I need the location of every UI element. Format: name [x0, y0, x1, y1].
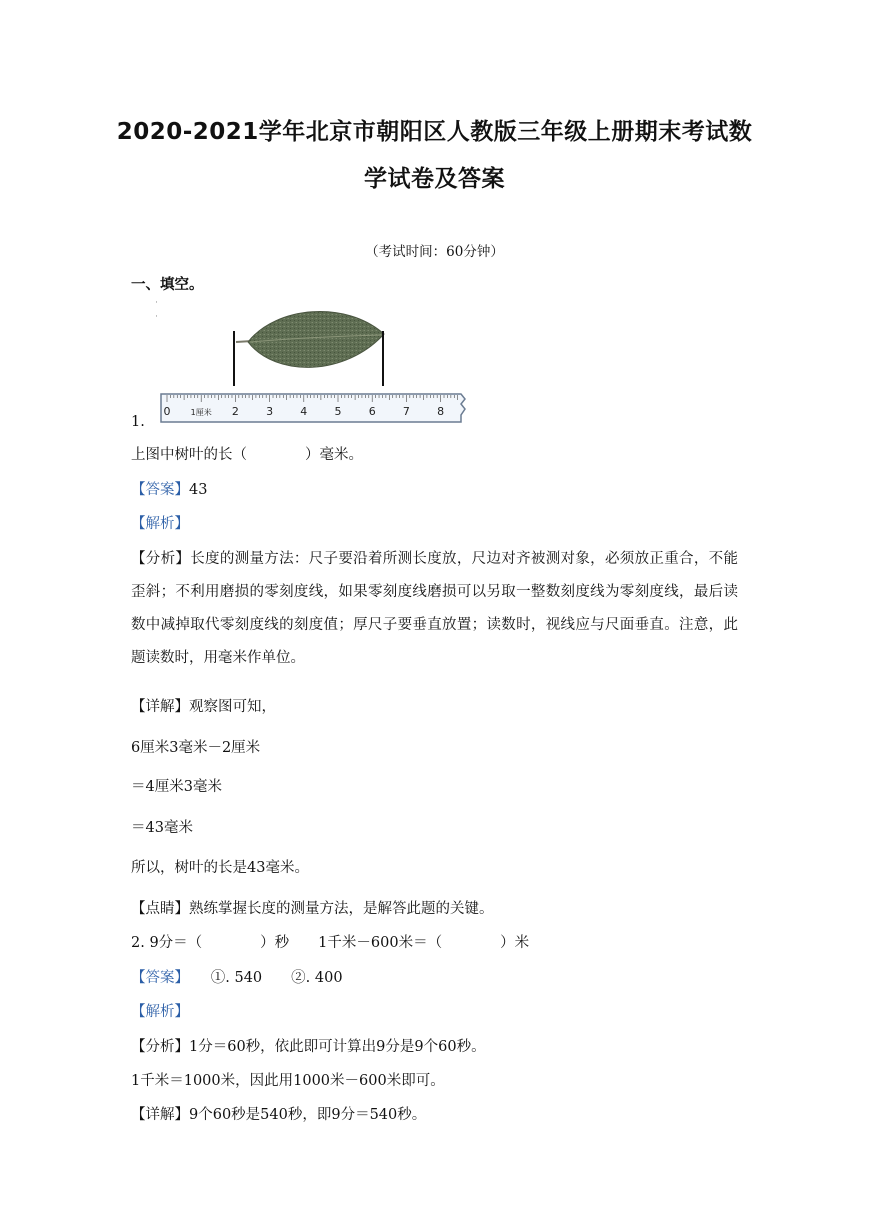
- fenxi-tag: 【分析】: [131, 1039, 189, 1055]
- q1-detail-line: [131, 695, 276, 716]
- question-1-number: 1.: [131, 414, 145, 430]
- q2-analysis-tag: 【解析】: [131, 1004, 189, 1020]
- q1-dianjing-line: [131, 897, 494, 918]
- fenxi-text: 长度的测量方法：尺子要沿着所测长度放，尺边对齐被测对象，必须放正重合，不能歪斜；不利用磨损的零刻度线，如果零刻度线磨损可以另取一整数刻度线为零刻度线，最后读数中减掉取代零刻度线的刻度值；厚尺子要垂直放置；读数时，视线应与尺面垂直。注意，此题读数时，用毫米作单位。: [131, 551, 738, 666]
- q2-fenxi-line-2: 1千米＝1000米，因此用1000米－600米即可。: [131, 1073, 445, 1089]
- answer-tag: 【答案】: [131, 482, 189, 498]
- q1-step-2: ＝4厘米3毫米: [131, 779, 222, 795]
- xiangjie-tag: 【详解】: [131, 699, 189, 715]
- leaf-ruler-figure: [156, 298, 476, 430]
- q1-analysis-paragraph: [131, 543, 738, 675]
- fenxi-text: 1分＝60秒，依此即可计算出9分是9个60秒。: [189, 1039, 486, 1055]
- ruler-label: 6: [368, 405, 376, 418]
- q1-answer-line: [131, 478, 207, 499]
- dianjing-text: 熟练掌握长度的测量方法，是解答此题的关键。: [189, 901, 494, 917]
- ruler-label: 5: [334, 405, 342, 418]
- question-2-text: 2. 9分＝（ ）秒 1千米－600米＝（ ）米: [131, 935, 530, 951]
- document-title-line-2: 学试卷及答案: [364, 166, 505, 192]
- q2-detail-line: [131, 1103, 426, 1124]
- xiangjie-text: 观察图可知，: [189, 699, 276, 715]
- ruler-label: 7: [402, 405, 410, 418]
- ruler: [161, 394, 465, 422]
- question-1-text: 上图中树叶的长（ ）毫米。: [131, 447, 363, 463]
- document-title-line-1: 2020-2021学年北京市朝阳区人教版三年级上册期末考试数: [116, 119, 753, 145]
- answer-value: ①. 540 ②. 400: [181, 970, 343, 986]
- q1-step-1: 6厘米3毫米－2厘米: [131, 740, 261, 756]
- q1-step-3: ＝43毫米: [131, 820, 193, 836]
- section-heading-fill-blank: 一、填空。: [131, 277, 204, 293]
- fenxi-tag: 【分析】: [131, 551, 191, 567]
- answer-tag: 【答案】: [131, 970, 182, 986]
- xiangjie-tag: 【详解】: [131, 1107, 189, 1123]
- ruler-label: 0: [163, 405, 171, 418]
- q2-answer-line: [131, 966, 343, 987]
- q1-analysis-tag: 【解析】: [131, 516, 189, 532]
- dianjing-tag: 【点睛】: [131, 901, 189, 917]
- leaf-icon: [236, 311, 384, 367]
- q2-fenxi-line: [131, 1035, 486, 1056]
- ruler-label: 4: [300, 405, 308, 418]
- exam-time: （考试时间：60分钟）: [365, 244, 504, 260]
- ruler-label: 2: [231, 405, 239, 418]
- ruler-label: 1厘米: [190, 408, 212, 417]
- ruler-label: 8: [437, 405, 445, 418]
- xiangjie-text: 9个60秒是540秒，即9分＝540秒。: [189, 1107, 427, 1123]
- q1-conclusion: 所以，树叶的长是43毫米。: [131, 860, 309, 876]
- answer-value: 43: [189, 482, 208, 498]
- ruler-label: 3: [266, 405, 274, 418]
